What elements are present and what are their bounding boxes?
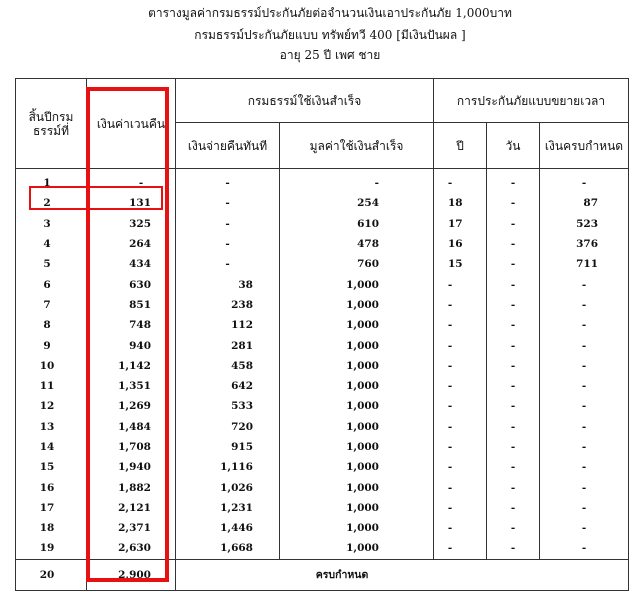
cell-year: 2 <box>16 193 87 213</box>
cell-premium: 1,882 <box>87 477 176 497</box>
cell-year: 6 <box>16 274 87 294</box>
cell-mat: - <box>540 169 629 194</box>
cell-cash: - <box>176 234 280 254</box>
cell-premium: 940 <box>87 335 176 355</box>
cell-day: - <box>487 295 540 315</box>
cell-cash: 915 <box>176 437 280 457</box>
cell-premium: 2,900 <box>87 559 176 590</box>
cell-sv: 1,000 <box>280 396 434 416</box>
cell-yr: - <box>434 538 487 559</box>
cell-mat: - <box>540 356 629 376</box>
cell-mat: - <box>540 335 629 355</box>
cell-yr: - <box>434 274 487 294</box>
cell-premium: 1,142 <box>87 356 176 376</box>
cell-maturity-label: ครบกำหนด <box>176 559 629 590</box>
cell-sv: 1,000 <box>280 274 434 294</box>
cell-sv: 1,000 <box>280 538 434 559</box>
cell-yr: - <box>434 518 487 538</box>
cell-cash: 38 <box>176 274 280 294</box>
cell-premium: 1,484 <box>87 417 176 437</box>
cell-mat: 376 <box>540 234 629 254</box>
cell-year: 14 <box>16 437 87 457</box>
cell-premium: 2,121 <box>87 498 176 518</box>
cell-premium: 264 <box>87 234 176 254</box>
cell-yr: - <box>434 295 487 315</box>
header-paid-up-group: กรมธรรม์ใช้เงินสำเร็จ <box>176 79 434 123</box>
cell-yr: - <box>434 169 487 194</box>
cell-day: - <box>487 498 540 518</box>
cell-sv: 1,000 <box>280 376 434 396</box>
cell-year: 13 <box>16 417 87 437</box>
header-immediate-cash: เงินจ่ายคืนทันที <box>176 123 280 169</box>
cell-yr: - <box>434 437 487 457</box>
cell-premium: 630 <box>87 274 176 294</box>
cell-day: - <box>487 518 540 538</box>
cell-yr: 18 <box>434 193 487 213</box>
cell-day: - <box>487 376 540 396</box>
header-extended-group: การประกันภัยแบบขยายเวลา <box>434 79 629 123</box>
cell-yr: - <box>434 315 487 335</box>
cell-mat: - <box>540 295 629 315</box>
cell-cash: 642 <box>176 376 280 396</box>
cell-mat: 711 <box>540 254 629 274</box>
cell-year: 7 <box>16 295 87 315</box>
cell-premium: 1,351 <box>87 376 176 396</box>
table-title: ตารางมูลค่ากรมธรรม์ประกันภัยต่อจำนวนเงินเอาประกันภัย 1,000บาท <box>148 6 512 20</box>
cell-year: 20 <box>16 559 87 590</box>
header-premium: เงินค่าเวนคืน <box>87 79 176 169</box>
cell-day: - <box>487 477 540 497</box>
cell-cash: 720 <box>176 417 280 437</box>
cell-year: 12 <box>16 396 87 416</box>
cell-premium: 434 <box>87 254 176 274</box>
highlight-premium-column <box>86 87 169 582</box>
cell-cash: 1,446 <box>176 518 280 538</box>
cell-sv: 1,000 <box>280 498 434 518</box>
cell-yr: - <box>434 457 487 477</box>
cell-year: 1 <box>16 169 87 194</box>
cell-year: 15 <box>16 457 87 477</box>
cell-premium: 2,630 <box>87 538 176 559</box>
header-paid-up-value: มูลค่าใช้เงินสำเร็จ <box>280 123 434 169</box>
cell-year: 5 <box>16 254 87 274</box>
cell-day: - <box>487 214 540 234</box>
cell-cash: - <box>176 254 280 274</box>
cell-sv: 610 <box>280 214 434 234</box>
cell-mat: - <box>540 315 629 335</box>
highlight-row-2 <box>29 186 163 210</box>
cell-sv: 1,000 <box>280 315 434 335</box>
cell-year: 16 <box>16 477 87 497</box>
cell-cash: 533 <box>176 396 280 416</box>
cell-year: 4 <box>16 234 87 254</box>
cell-cash: 1,026 <box>176 477 280 497</box>
cell-premium: 851 <box>87 295 176 315</box>
cell-year: 11 <box>16 376 87 396</box>
cell-sv: - <box>280 169 434 194</box>
cell-cash: 112 <box>176 315 280 335</box>
cell-cash: - <box>176 193 280 213</box>
cell-sv: 1,000 <box>280 477 434 497</box>
cell-year: 10 <box>16 356 87 376</box>
cell-sv: 1,000 <box>280 356 434 376</box>
cell-mat: - <box>540 498 629 518</box>
cell-yr: 16 <box>434 234 487 254</box>
header-maturity: เงินครบกำหนด <box>540 123 629 169</box>
cell-sv: 1,000 <box>280 295 434 315</box>
cell-sv: 1,000 <box>280 437 434 457</box>
cell-day: - <box>487 169 540 194</box>
cell-sv: 1,000 <box>280 457 434 477</box>
cell-day: - <box>487 274 540 294</box>
cell-mat: - <box>540 518 629 538</box>
cell-cash: 458 <box>176 356 280 376</box>
cell-year: 9 <box>16 335 87 355</box>
cell-mat: 523 <box>540 214 629 234</box>
cell-premium: 1,940 <box>87 457 176 477</box>
cell-year: 3 <box>16 214 87 234</box>
cell-sv: 1,000 <box>280 518 434 538</box>
cell-yr: - <box>434 376 487 396</box>
cell-day: - <box>487 437 540 457</box>
cell-cash: - <box>176 214 280 234</box>
cell-premium: 2,371 <box>87 518 176 538</box>
cell-day: - <box>487 254 540 274</box>
cell-yr: - <box>434 498 487 518</box>
cell-day: - <box>487 234 540 254</box>
cell-premium: - <box>87 169 176 194</box>
cell-yr: - <box>434 417 487 437</box>
cell-yr: 15 <box>434 254 487 274</box>
cell-year: 18 <box>16 518 87 538</box>
header-policy-year: สิ้นปีกรมธรรม์ที่ <box>16 79 87 169</box>
cell-yr: - <box>434 335 487 355</box>
cell-premium: 1,269 <box>87 396 176 416</box>
cell-cash: - <box>176 169 280 194</box>
cell-day: - <box>487 315 540 335</box>
cell-day: - <box>487 417 540 437</box>
cell-sv: 478 <box>280 234 434 254</box>
cell-yr: - <box>434 396 487 416</box>
cell-year: 19 <box>16 538 87 559</box>
cell-yr: - <box>434 356 487 376</box>
cell-mat: - <box>540 538 629 559</box>
cell-mat: - <box>540 457 629 477</box>
header-days: วัน <box>487 123 540 169</box>
cell-premium: 1,708 <box>87 437 176 457</box>
cell-mat: - <box>540 477 629 497</box>
table-subtitle: กรมธรรม์ประกันภัยแบบ ทรัพย์ทวี 400 [มีเงินปันผล ] <box>194 28 466 42</box>
cell-cash: 1,231 <box>176 498 280 518</box>
cell-cash: 281 <box>176 335 280 355</box>
cell-mat: 87 <box>540 193 629 213</box>
cell-day: - <box>487 538 540 559</box>
cell-day: - <box>487 335 540 355</box>
cell-year: 17 <box>16 498 87 518</box>
cell-day: - <box>487 457 540 477</box>
cell-premium: 131 <box>87 193 176 213</box>
cell-sv: 1,000 <box>280 335 434 355</box>
cell-sv: 1,000 <box>280 417 434 437</box>
cell-year: 8 <box>16 315 87 335</box>
header-years: ปี <box>434 123 487 169</box>
table-age-sex: อายุ 25 ปี เพศ ชาย <box>279 48 381 62</box>
cell-day: - <box>487 193 540 213</box>
cell-mat: - <box>540 376 629 396</box>
cell-cash: 1,668 <box>176 538 280 559</box>
cell-cash: 1,116 <box>176 457 280 477</box>
cell-cash: 238 <box>176 295 280 315</box>
cell-yr: 17 <box>434 214 487 234</box>
cell-mat: - <box>540 417 629 437</box>
cell-day: - <box>487 396 540 416</box>
cell-premium: 748 <box>87 315 176 335</box>
cell-mat: - <box>540 396 629 416</box>
cell-sv: 254 <box>280 193 434 213</box>
cell-mat: - <box>540 274 629 294</box>
cell-mat: - <box>540 437 629 457</box>
cell-premium: 325 <box>87 214 176 234</box>
cell-yr: - <box>434 477 487 497</box>
cell-day: - <box>487 356 540 376</box>
cell-sv: 760 <box>280 254 434 274</box>
